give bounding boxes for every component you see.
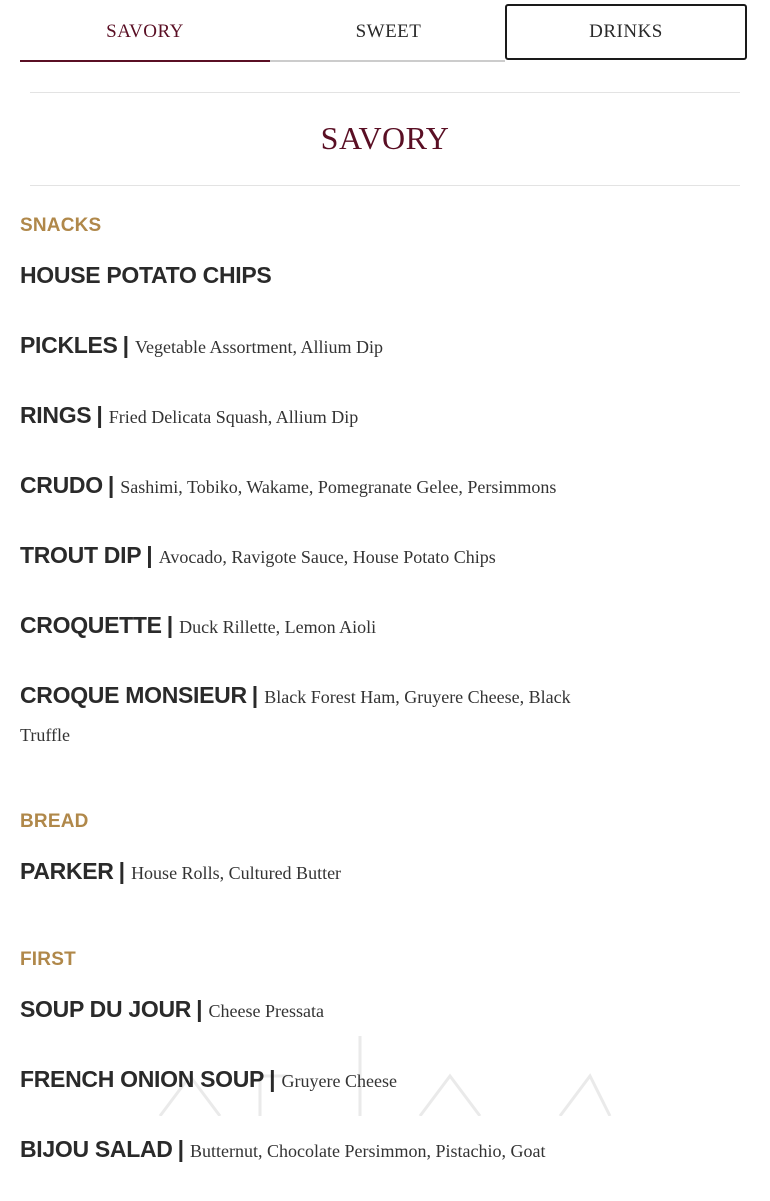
section-heading: FIRST [20, 949, 76, 970]
menu-item-separator: | [251, 682, 259, 708]
menu-item-separator: | [269, 1066, 276, 1092]
menu-item-description: Butternut, Chocolate Persimmon, Pistachio, Goat [190, 1141, 546, 1161]
menu-item-name: PICKLES [20, 332, 118, 358]
menu-item-separator: | [146, 542, 153, 568]
menu-item-name: HOUSE POTATO CHIPS [20, 262, 272, 288]
tab-drinks[interactable]: DRINKS [505, 4, 747, 60]
menu-item [20, 1131, 600, 1171]
section-spacer [20, 785, 600, 807]
menu-item-separator: | [96, 402, 103, 428]
title-divider-top [30, 92, 740, 93]
menu-item-description: Black Forest Ham, Gruyere Cheese, Black Truffle [20, 687, 571, 745]
title-divider-bottom [30, 185, 740, 186]
menu-item-separator: | [177, 1136, 185, 1162]
menu-item-separator: | [107, 472, 115, 498]
menu-section [20, 807, 600, 893]
menu-item [20, 677, 600, 755]
menu-item-description: House Rolls, Cultured Butter [131, 863, 342, 883]
menu-item-name: PARKER [20, 858, 114, 884]
menu-item-separator: | [122, 332, 130, 358]
menu-item-description: Cheese Pressata [208, 1001, 324, 1021]
section-spacer [20, 923, 600, 945]
menu-item [20, 397, 600, 437]
menu-item-description: Duck Rillette, Lemon Aioli [179, 617, 377, 637]
menu-item [20, 991, 600, 1031]
menu-item [20, 257, 600, 297]
menu-item-name: TROUT DIP [20, 542, 142, 568]
menu-tabs [20, 4, 750, 62]
menu-list [20, 211, 600, 1201]
menu-item-description: Avocado, Ravigote Sauce, House Potato Chips [158, 547, 496, 567]
tab-sweet[interactable]: SWEET [355, 21, 422, 42]
menu-item-description: Sashimi, Tobiko, Wakame, Pomegranate Gelee, Persimmons [120, 477, 557, 497]
menu-item-separator: | [118, 858, 126, 884]
menu-item-description: Gruyere Cheese [281, 1071, 397, 1091]
menu-item-name: BIJOU SALAD [20, 1136, 173, 1162]
menu-item-name: CROQUE MONSIEUR [20, 682, 247, 708]
menu-item-separator: | [196, 996, 203, 1022]
menu-item-name: RINGS [20, 402, 92, 428]
menu-item [20, 853, 600, 893]
menu-section [20, 945, 600, 1171]
menu-item-name: CRUDO [20, 472, 103, 498]
menu-item-name: SOUP DU JOUR [20, 996, 192, 1022]
section-heading: BREAD [20, 811, 89, 832]
menu-item-description: Fried Delicata Squash, Allium Dip [108, 407, 359, 427]
tab-savory[interactable]: SAVORY [20, 4, 270, 62]
menu-item [20, 537, 600, 577]
menu-item [20, 467, 600, 507]
menu-item-description: Vegetable Assortment, Allium Dip [135, 337, 384, 357]
menu-item-separator: | [166, 612, 174, 638]
page-title: SAVORY [320, 120, 450, 156]
menu-item-name: FRENCH ONION SOUP [20, 1066, 265, 1092]
menu-item [20, 1061, 600, 1101]
menu-section [20, 211, 600, 755]
menu-item-name: CROQUETTE [20, 612, 162, 638]
menu-item [20, 327, 600, 367]
section-heading: SNACKS [20, 215, 102, 236]
menu-item [20, 607, 600, 647]
